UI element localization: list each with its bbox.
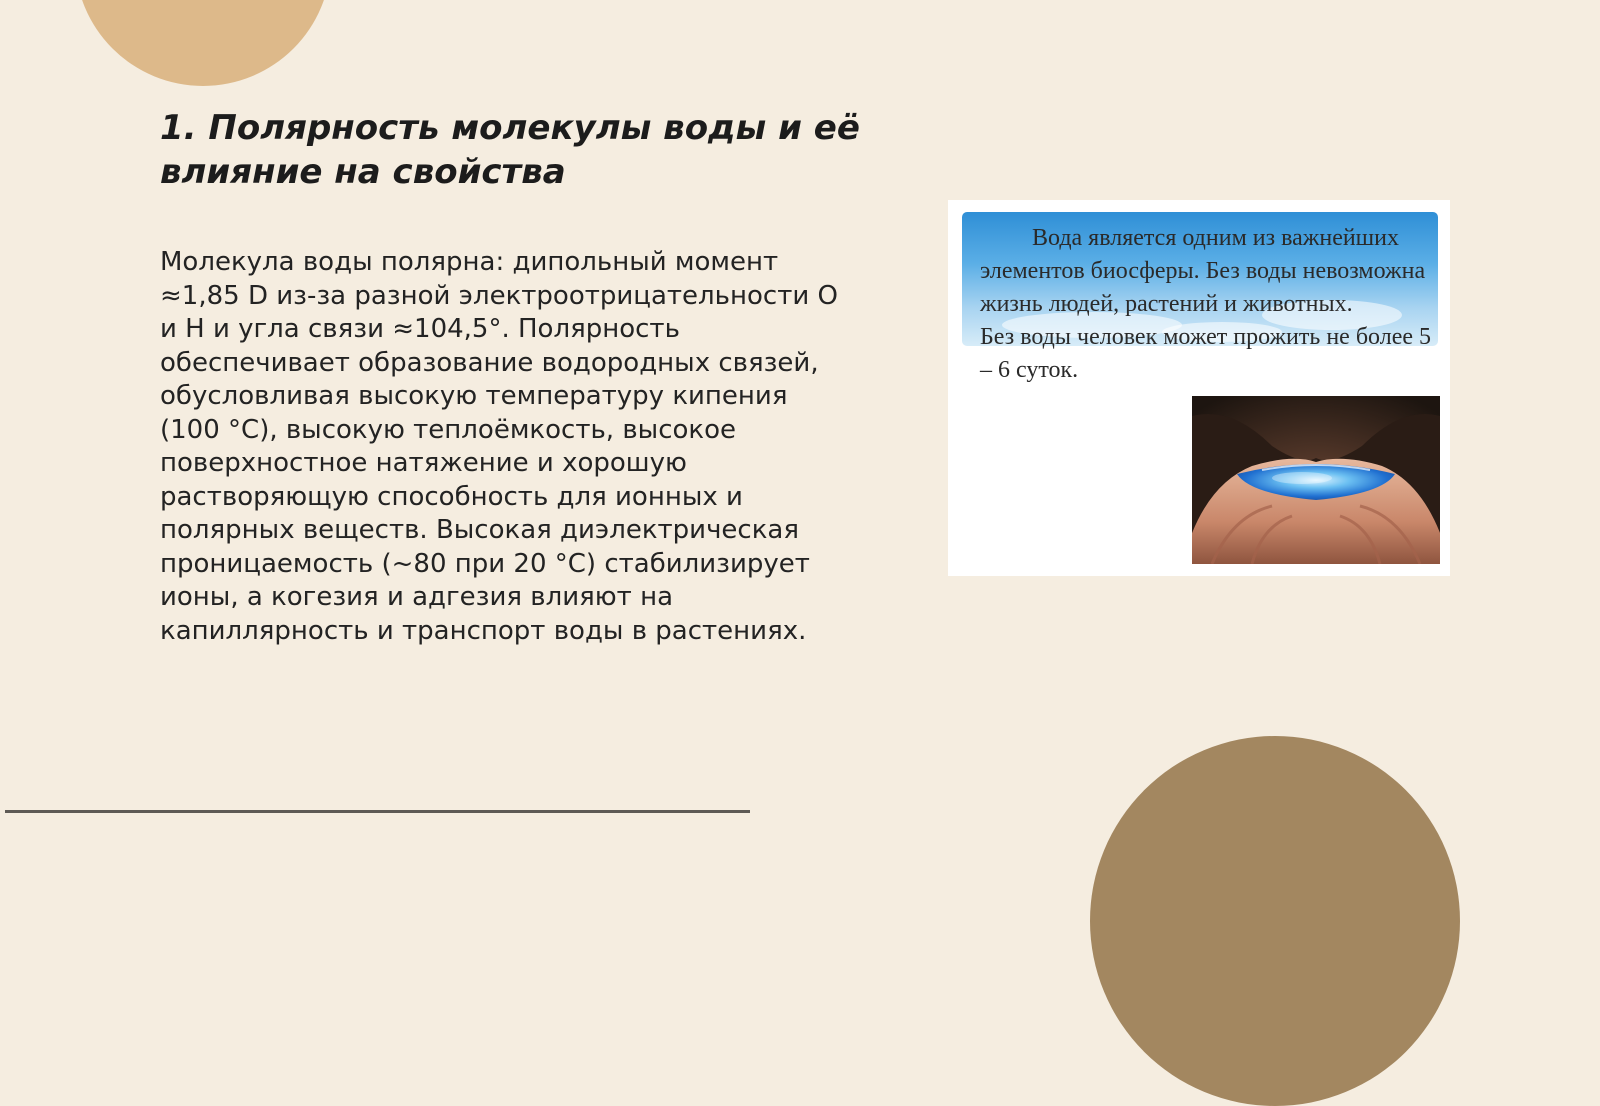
body-text: Молекула воды полярна: дипольный момент ≈1,85 D из-за разной электроотрицательности O и H и угла связи ≈104,5°. Полярность обеспечивает образование водородных связей, обусловливая высокую температуру кипения (100 °C), высокую теплоёмкость, высокое поверхностное натяжение и хорошую растворяющую способность для ионных и полярных веществ. Высокая диэлектрическая проницаемость (~80 при 20 °C) стабилизирует ионы, а когезия и адгезия влияют на капиллярность и транспорт воды в растениях. — [160, 247, 838, 646]
decorative-circle-bottom — [1090, 736, 1460, 1106]
slide-title: 1. Полярность молекулы воды и её влияние на свойства — [160, 108, 860, 192]
illustration-paragraph-2: Без воды человек может прожить не более 5 – 6 суток. — [980, 324, 1431, 383]
illustration-panel — [948, 200, 1450, 576]
illustration-text — [980, 222, 1436, 387]
divider-line — [5, 810, 750, 813]
hands-water-photo — [1192, 396, 1440, 564]
illustration-paragraph-1: Вода является одним из важнейших элементов биосферы. Без воды невозможна жизнь людей, растений и животных. — [980, 225, 1426, 317]
decorative-circle-top — [75, 0, 331, 86]
